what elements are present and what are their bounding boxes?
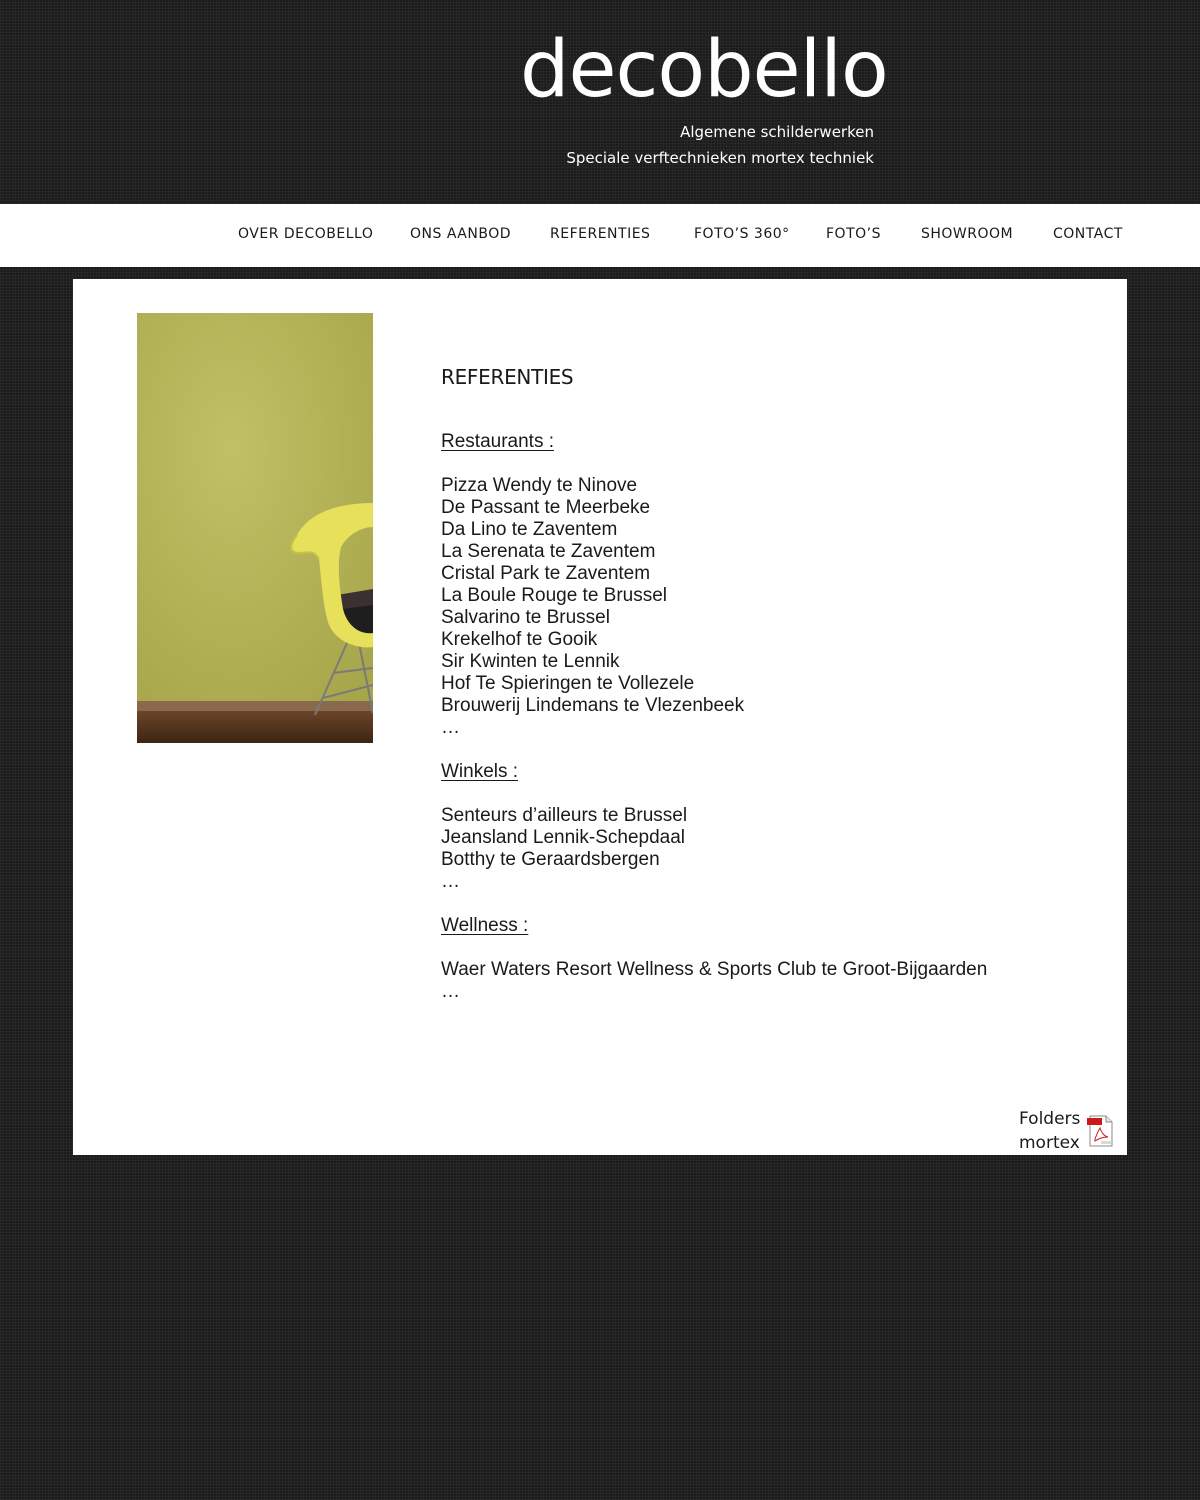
list-item: De Passant te Meerbeke — [441, 497, 651, 518]
wellness-list — [441, 959, 1101, 981]
nav-item-ons-aanbod[interactable]: ONS AANBOD — [410, 226, 512, 242]
list-item: Salvarino te Brussel — [441, 607, 610, 628]
list-item: Hof Te Spieringen te Vollezele — [441, 673, 695, 694]
nav-item-showroom[interactable]: SHOWROOM — [921, 226, 1014, 242]
tagline-techniques: Speciale verftechnieken mortex techniek — [566, 149, 874, 167]
nav-item-fotos-360[interactable]: FOTO’S 360° — [694, 226, 790, 242]
section-title-wellness: Wellness : — [441, 915, 529, 936]
references-content — [441, 365, 1101, 1003]
list-item: Krekelhof te Gooik — [441, 629, 598, 650]
main-navigation — [0, 204, 1200, 267]
folders-label-line-2: mortex — [1019, 1133, 1080, 1153]
section-wellness — [441, 915, 1101, 1003]
list-item: La Serenata te Zaventem — [441, 541, 656, 562]
folders-mortex-link[interactable] — [1019, 1107, 1115, 1155]
tagline-painting: Algemene schilderwerken — [680, 123, 874, 141]
folders-label-line-1: Folders — [1019, 1109, 1081, 1129]
chair-photo — [137, 313, 373, 743]
section-title-restaurants: Restaurants : — [441, 431, 554, 452]
list-item: La Boule Rouge te Brussel — [441, 585, 668, 606]
site-header — [0, 0, 1200, 204]
more-ellipsis: … — [441, 871, 460, 892]
list-item: Da Lino te Zaventem — [441, 519, 618, 540]
section-restaurants — [441, 431, 1101, 739]
restaurants-list — [441, 475, 1101, 717]
more-ellipsis: … — [441, 981, 460, 1002]
content-panel — [73, 279, 1127, 1155]
winkels-list — [441, 805, 1101, 871]
list-item: Pizza Wendy te Ninove — [441, 475, 638, 496]
list-item: Cristal Park te Zaventem — [441, 563, 651, 584]
list-item: Sir Kwinten te Lennik — [441, 651, 620, 672]
more-ellipsis: … — [441, 717, 460, 738]
list-item: Botthy te Geraardsbergen — [441, 849, 660, 870]
list-item: Waer Waters Resort Wellness & Sports Club te Groot-Bijgaarden — [441, 959, 988, 980]
nav-item-contact[interactable]: CONTACT — [1053, 226, 1123, 242]
pdf-icon — [1087, 1115, 1113, 1147]
section-title-winkels: Winkels : — [441, 761, 519, 782]
nav-item-over-decobello[interactable]: OVER DECOBELLO — [238, 226, 374, 242]
list-item: Brouwerij Lindemans te Vlezenbeek — [441, 695, 745, 716]
list-item: Jeansland Lennik-Schepdaal — [441, 827, 686, 848]
site-logo[interactable]: decobello — [520, 25, 888, 115]
nav-item-referenties[interactable]: REFERENTIES — [550, 226, 651, 242]
nav-item-fotos[interactable]: FOTO’S — [826, 226, 881, 242]
page-title: REFERENTIES — [441, 365, 574, 389]
section-winkels — [441, 761, 1101, 893]
list-item: Senteurs d’ailleurs te Brussel — [441, 805, 688, 826]
folders-label — [1019, 1107, 1080, 1155]
